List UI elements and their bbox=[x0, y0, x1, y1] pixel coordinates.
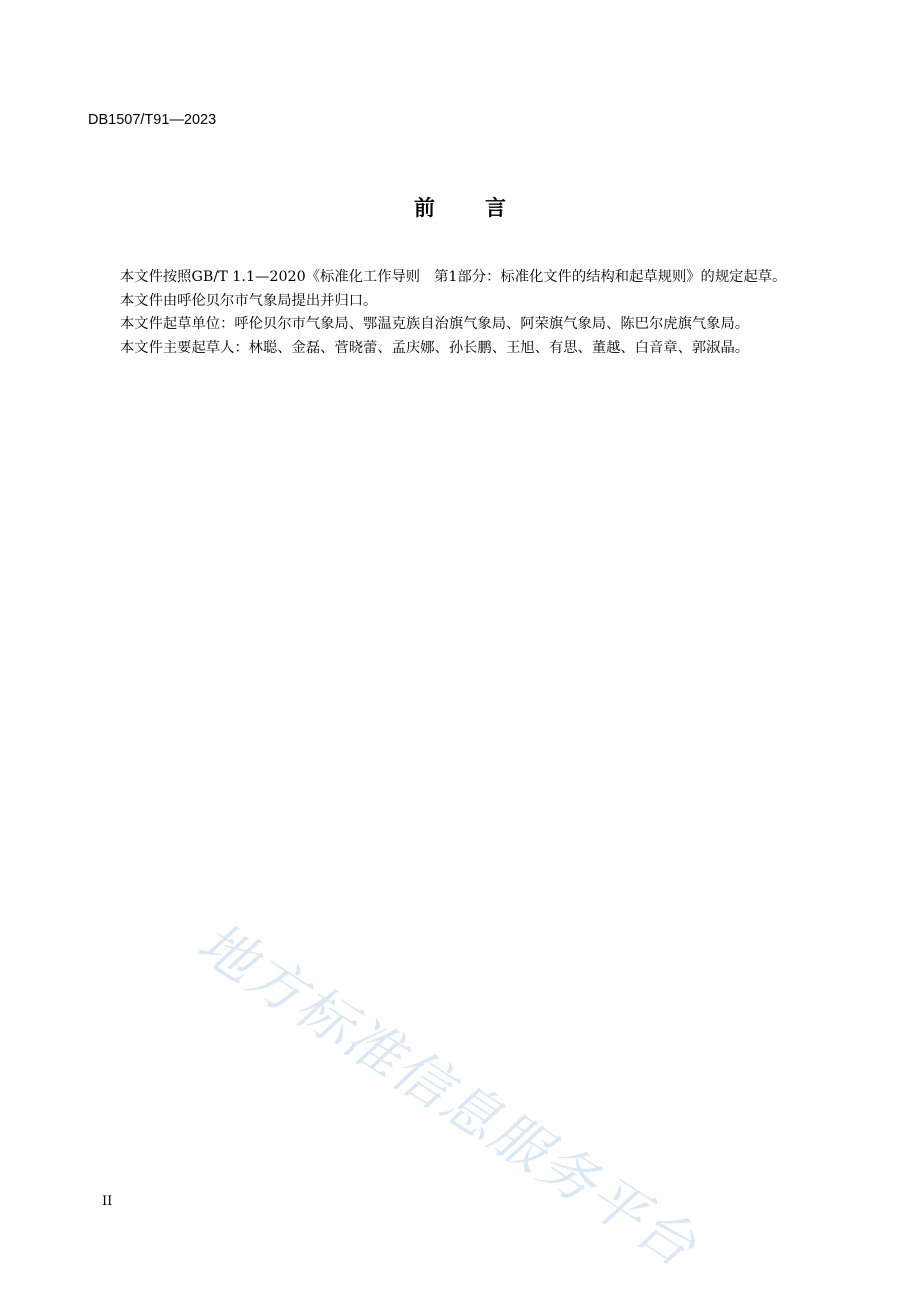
foreword-paragraph-1 bbox=[88, 266, 812, 290]
document-code: DB1507/T91—2023 bbox=[88, 112, 217, 128]
foreword-paragraph-2: 本文件由呼伦贝尔市气象局提出并归口。 bbox=[120, 292, 378, 309]
foreword-title-char-1: 前 bbox=[414, 196, 435, 220]
foreword-title bbox=[0, 192, 920, 222]
foreword-paragraph-4: 本文件主要起草人：林聪、金磊、菅晓蕾、孟庆娜、孙长鹏、王旭、有思、董越、白音章、郭淑晶。 bbox=[120, 339, 750, 356]
foreword-body bbox=[88, 266, 812, 360]
paragraph-1-part-2: 第1部分：标准化文件的结构和起草规则》的规定起草。 bbox=[434, 269, 787, 285]
paragraph-1-part-1: 本文件按照GB/T 1.1—2020《标准化工作导则 bbox=[120, 269, 421, 285]
page-number: II bbox=[102, 1194, 113, 1209]
watermark: 地方标准信息服务平台 bbox=[186, 910, 708, 1281]
foreword-title-char-2: 言 bbox=[485, 196, 506, 220]
foreword-paragraph-3: 本文件起草单位：呼伦贝尔市气象局、鄂温克族自治旗气象局、阿荣旗气象局、陈巴尔虎旗气象局。 bbox=[120, 316, 750, 332]
